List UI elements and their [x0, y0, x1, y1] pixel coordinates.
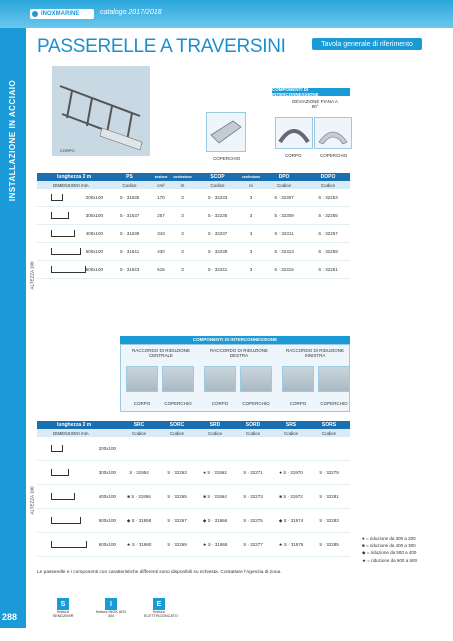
table-cell: S · 31639 [119, 231, 140, 236]
sub-m2: m [249, 182, 253, 188]
table-cell: S · 32311 [274, 231, 294, 236]
upper-altezza: ALTEZZA 100 [29, 261, 35, 289]
table-cell: ★ S · 31968 [202, 541, 228, 547]
cell-dim: 500x100 [98, 518, 116, 523]
reducer-thumb [318, 366, 350, 392]
thumb-label: COPERCHIO [242, 401, 270, 406]
sub-header: Codice [321, 430, 336, 436]
brand-name: INOXMARINE [41, 11, 80, 17]
upper-components-header: COMPONENTI DI INTERCONNESSIONE [272, 88, 350, 96]
sub-codice4: Codice [320, 182, 335, 188]
col-header: SRC [133, 422, 145, 428]
dim-cell [37, 493, 120, 500]
group-left: RACCORDO DI RIDUZIONE SINISTRA [285, 348, 344, 358]
table-cell: 3 [249, 249, 253, 254]
reducer-thumb [126, 366, 158, 392]
table-row [37, 207, 350, 225]
col-header: SRD [209, 422, 221, 428]
table-row [37, 509, 350, 533]
table-cell: 343 [157, 231, 165, 236]
table-cell: S · 32309 [274, 213, 294, 218]
sub-header: Codice [131, 430, 146, 436]
cell-dim: 200x100 [98, 446, 116, 451]
sub-codice3: Codice [276, 182, 291, 188]
finish-i-label: finitura INOX AISI 304 [96, 610, 126, 618]
table-cell: 3 [249, 231, 253, 236]
lower-altezza: ALTEZZA 100 [29, 486, 35, 514]
deviation-cover-box [314, 117, 352, 149]
sub-m: m [180, 182, 185, 188]
profile-icon [51, 248, 81, 255]
cover-box [206, 112, 246, 152]
table-cell: S · 32257 [318, 231, 338, 236]
legend-item: ● = riduzione da 300 a 200 [362, 536, 416, 541]
table-row [37, 261, 350, 279]
page-number: 288 [2, 612, 18, 622]
product-photo [52, 66, 150, 156]
profile-icon [51, 212, 69, 219]
table-row [37, 437, 350, 461]
page-title: PASSERELLE A TRAVERSINI [37, 36, 286, 57]
table-cell: S · 32281 [319, 494, 339, 499]
thumb-label: CORPO [133, 401, 151, 406]
finish-e-badge: E [153, 598, 165, 610]
table-row [37, 225, 350, 243]
finish-s-badge: S [57, 598, 69, 610]
legend-item: ★ = riduzione da 600 a 500 [362, 558, 417, 563]
reference-table-button[interactable]: Tavola generale di riferimento [312, 38, 422, 50]
table-cell: S · 32263 [167, 470, 187, 475]
cell-dim: 500x100 [85, 249, 103, 254]
group-central: RACCORDO DI RIDUZIONE CENTRALE [131, 348, 190, 358]
profile-icon [51, 445, 63, 452]
sub-header: Codice [245, 430, 260, 436]
table-cell: ■ S · 31964 [203, 494, 227, 499]
table-cell: ★ S · 31976 [278, 541, 304, 547]
table-cell: S · 31635 [119, 195, 140, 200]
dim-cell [37, 469, 120, 476]
table-cell: S · 32255 [318, 213, 338, 218]
table-cell: S · 32261 [318, 267, 338, 272]
sub-header: Codice [169, 430, 184, 436]
cover-icon [207, 113, 245, 151]
table-cell: ★ S · 31960 [126, 541, 152, 547]
lower-components-header: COMPONENTI DI INTERCONNESSIONE [192, 337, 278, 342]
sub-header: Codice [207, 430, 222, 436]
table-cell: S · 32271 [243, 470, 263, 475]
table-cell [37, 248, 107, 255]
table-cell: S · 32233 [207, 195, 228, 200]
table-cell: 3 [249, 195, 253, 200]
table-cell: 3 [181, 267, 184, 272]
sub-dim: DIMENSIONI mm [53, 182, 89, 188]
thumb-label: CORPO [211, 401, 229, 406]
table-cell: ● S · 31962 [203, 470, 227, 475]
legend-item: ◆ = riduzione da 500 a 400 [362, 550, 417, 555]
table-cell: S · 31954 [129, 470, 149, 475]
table-cell: 516 [157, 267, 165, 272]
table-cell: S · 32273 [243, 494, 263, 499]
cell-dim: 300x100 [98, 470, 116, 475]
availability-note: Le passerelle e i componenti con caratteristiche differenti sono disponibili su richiesta. Contattare l'Agenzia di zona. [37, 570, 282, 575]
legend-item: ■ = riduzione da 400 a 300 [362, 543, 416, 548]
table-cell: ◆ S · 31958 [126, 517, 152, 523]
table-cell [37, 212, 107, 219]
cell-dim: 200x100 [85, 195, 103, 200]
table-cell: S · 32277 [243, 542, 263, 547]
profile-icon [51, 493, 75, 500]
reducer-thumb [282, 366, 314, 392]
upper-corpo-label: CORPO [285, 153, 302, 158]
curve-cover-icon [315, 118, 351, 148]
finish-s-label: finitura SENDZIMIR [52, 610, 74, 618]
col-header: SORS [321, 422, 337, 428]
length-label: lunghezza 3 m [57, 174, 92, 180]
legend [362, 536, 417, 566]
table-cell: S · 31641 [119, 249, 140, 254]
col-header: SORC [169, 422, 185, 428]
table-cell: S · 32275 [243, 518, 263, 523]
reducer-thumb [204, 366, 236, 392]
table-cell: S · 32241 [207, 267, 228, 272]
profile-icon [51, 266, 86, 273]
cell-dim: 300x100 [85, 213, 103, 218]
tray-illustration [52, 66, 150, 156]
col-scop: SCOP [210, 174, 225, 180]
profile-icon [51, 541, 87, 548]
table-cell: S · 32267 [167, 518, 187, 523]
cover-label: COPERCHIO [213, 156, 241, 161]
table-cell: 430 [157, 249, 165, 254]
finish-e-label: finitura ELETTROZINCATO [144, 610, 178, 618]
thumb-label: COPERCHIO [320, 401, 348, 406]
table-cell: ◆ S · 31974 [278, 517, 304, 523]
table-cell: 3 [181, 195, 184, 200]
brand-logo [30, 9, 94, 19]
table-cell: S · 32253 [318, 195, 338, 200]
table-row [37, 485, 350, 509]
thumb-label: COPERCHIO [164, 401, 192, 406]
reducer-thumb [240, 366, 272, 392]
sub-codice: Codice [122, 182, 137, 188]
table-cell: S · 32269 [167, 542, 187, 547]
table-cell: 257 [157, 213, 165, 218]
table-cell: S · 32315 [274, 267, 294, 272]
table-cell: 3 [249, 267, 253, 272]
lower-sub-dim: DIMENSIONI mm [53, 430, 89, 436]
table-cell: 3 [181, 213, 184, 218]
profile-icon [51, 517, 81, 524]
profile-icon [51, 469, 69, 476]
section-label: INSTALLAZIONE IN ACCIAIO [8, 79, 18, 201]
upper-table [37, 173, 350, 279]
upper-coperchio-label: COPERCHIO [320, 153, 348, 158]
deviation-body-box [275, 117, 313, 149]
table-cell: S · 32279 [319, 470, 339, 475]
table-cell: S · 32239 [207, 249, 228, 254]
lower-length-label: lunghezza 3 m [57, 422, 92, 428]
table-cell: 3 [181, 249, 184, 254]
table-cell: 3 [181, 231, 184, 236]
cell-dim: 600x100 [98, 542, 116, 547]
curve-body-icon [276, 118, 312, 148]
dim-cell [37, 445, 120, 452]
col-confezione2: confezione [241, 175, 261, 179]
photo-label: CORPO [60, 148, 75, 153]
lower-table [37, 421, 350, 557]
col-ps: PS [126, 174, 133, 180]
col-header: SORD [245, 422, 261, 428]
col-sezione: sezione [154, 175, 168, 179]
table-cell: S · 32259 [318, 249, 338, 254]
table-cell: S · 32283 [319, 518, 339, 523]
table-cell: S · 32265 [167, 494, 187, 499]
col-dopo: DOPO [320, 174, 336, 180]
group-right: RACCORDO DI RIDUZIONE DESTRA [209, 348, 268, 358]
table-cell: S · 32313 [274, 249, 294, 254]
thumb-label: CORPO [289, 401, 307, 406]
table-cell [37, 194, 107, 201]
logo-mark-icon [32, 11, 38, 17]
table-row [37, 461, 350, 485]
deviation-label: DEVIAZIONE PIANA A 90° [292, 99, 338, 109]
cell-dim: 400x100 [85, 231, 103, 236]
table-cell [37, 266, 107, 273]
sub-header: Codice [283, 430, 298, 436]
col-dpo: DPO [278, 174, 290, 180]
col-header: SRS [285, 422, 297, 428]
table-cell: S · 31643 [119, 267, 140, 272]
table-cell: ■ S · 31956 [127, 494, 151, 499]
sub-codice2: Codice [210, 182, 225, 188]
table-row [37, 189, 350, 207]
reducer-thumb [162, 366, 194, 392]
dim-cell [37, 517, 120, 524]
table-cell [37, 230, 107, 237]
dim-cell [37, 541, 120, 548]
table-row [37, 243, 350, 261]
table-row [37, 533, 350, 557]
table-cell: ■ S · 31972 [279, 494, 303, 499]
table-cell: S · 31637 [119, 213, 140, 218]
table-cell: 3 [249, 213, 253, 218]
profile-icon [51, 194, 63, 201]
finish-legend [48, 598, 178, 618]
sub-cm2: cm² [157, 182, 165, 188]
table-cell: ◆ S · 31966 [202, 517, 228, 523]
finish-i-badge: I [105, 598, 117, 610]
profile-icon [51, 230, 75, 237]
cell-dim: 400x100 [98, 494, 116, 499]
table-cell: S · 32235 [207, 213, 228, 218]
table-cell: S · 32237 [207, 231, 228, 236]
cell-dim: 600x100 [85, 267, 103, 272]
table-cell: S · 32285 [319, 542, 339, 547]
catalog-label: catalogo 2017/2018 [100, 9, 162, 16]
table-cell: ● S · 31970 [279, 470, 303, 475]
table-cell: 170 [157, 195, 165, 200]
col-confezione: confezione [173, 175, 192, 179]
table-cell: S · 32307 [274, 195, 294, 200]
